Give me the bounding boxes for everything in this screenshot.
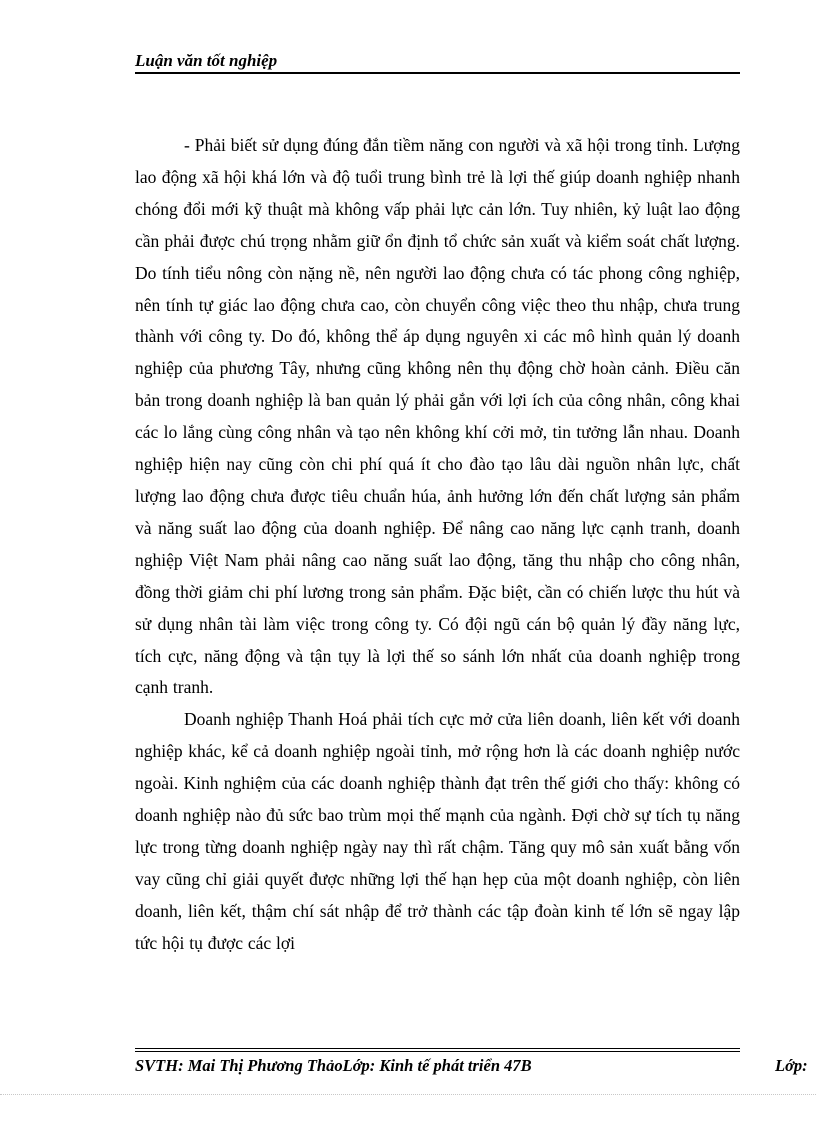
page-edge-divider: [0, 1094, 816, 1095]
header-title: Luận văn tốt nghiệp: [135, 51, 278, 70]
footer-double-rule: [135, 1048, 740, 1052]
footer-student-info: SVTH: Mai Thị Phương ThảoLớp: Kinh tế phát triển 47B: [135, 1056, 532, 1075]
page-header: [135, 48, 740, 74]
footer-class-label: Lớp:: [775, 1056, 808, 1075]
paragraph-1: - Phải biết sử dụng đúng đắn tiềm năng con người và xã hội trong tỉnh. Lượng lao động xã hội khá lớn và độ tuổi trung bình trẻ là lợi thế giúp doanh nghiệp nhanh chóng đổi mới kỹ thuật mà không vấp phải lực cản lớn. Tuy nhiên, kỷ luật lao động cần phải được chú trọng nhằm giữ ổn định tổ chức sản xuất và kiểm soát chất lượng. Do tính tiểu nông còn nặng nề, nên người lao động chưa có tác phong công nghiệp, nên tính tự giác lao động chưa cao, còn chuyển công việc theo thu nhập, chưa trung thành với công ty. Do đó, không thể áp dụng nguyên xi các mô hình quản lý doanh nghiệp của phương Tây, nhưng cũng không nên thụ động chờ hoàn cảnh. Điều căn bản trong doanh nghiệp là ban quản lý phải gắn với lợi ích của công nhân, công khai các lo lắng cùng công nhân và tạo nên không khí cởi mở, tin tưởng lẫn nhau. Doanh nghiệp hiện nay cũng còn chi phí quá ít cho đào tạo lâu dài nguồn nhân lực, chất lượng lao động chưa được tiêu chuẩn húa, ảnh hưởng lớn đến chất lượng sản phẩm và năng suất lao động của doanh nghiệp. Để nâng cao năng lực cạnh tranh, doanh nghiệp Việt Nam phải nâng cao năng suất lao động, tăng thu nhập cho công nhân, đồng thời giảm chi phí lương trong sản phẩm. Đặc biệt, cần có chiến lược thu hút và sử dụng nhân tài làm việc trong công ty. Có đội ngũ cán bộ quản lý đầy năng lực, tích cực, năng động và tận tụy là lợi thế so sánh lớn nhất của doanh nghiệp trong cạnh tranh.: [135, 135, 740, 698]
document-body: [135, 130, 740, 960]
paragraph-2: Doanh nghiệp Thanh Hoá phải tích cực mở cửa liên doanh, liên kết với doanh nghiệp khác, kể cả doanh nghiệp ngoài tỉnh, mở rộng hơn là các doanh nghiệp nước ngoài. Kinh nghiệm của các doanh nghiệp thành đạt trên thế giới cho thấy: không có doanh nghiệp nào đủ sức bao trùm mọi thế mạnh của ngành. Đợi chờ sự tích tụ năng lực trong từng doanh nghiệp ngày nay thì rất chậm. Tăng quy mô sản xuất bằng vốn vay cũng chỉ giải quyết được những lợi thế hạn hẹp của một doanh nghiệp, còn liên doanh, liên kết, thậm chí sát nhập để trở thành các tập đoàn kinh tế lớn sẽ ngay lập tức hội tụ được các lợi: [135, 709, 740, 953]
